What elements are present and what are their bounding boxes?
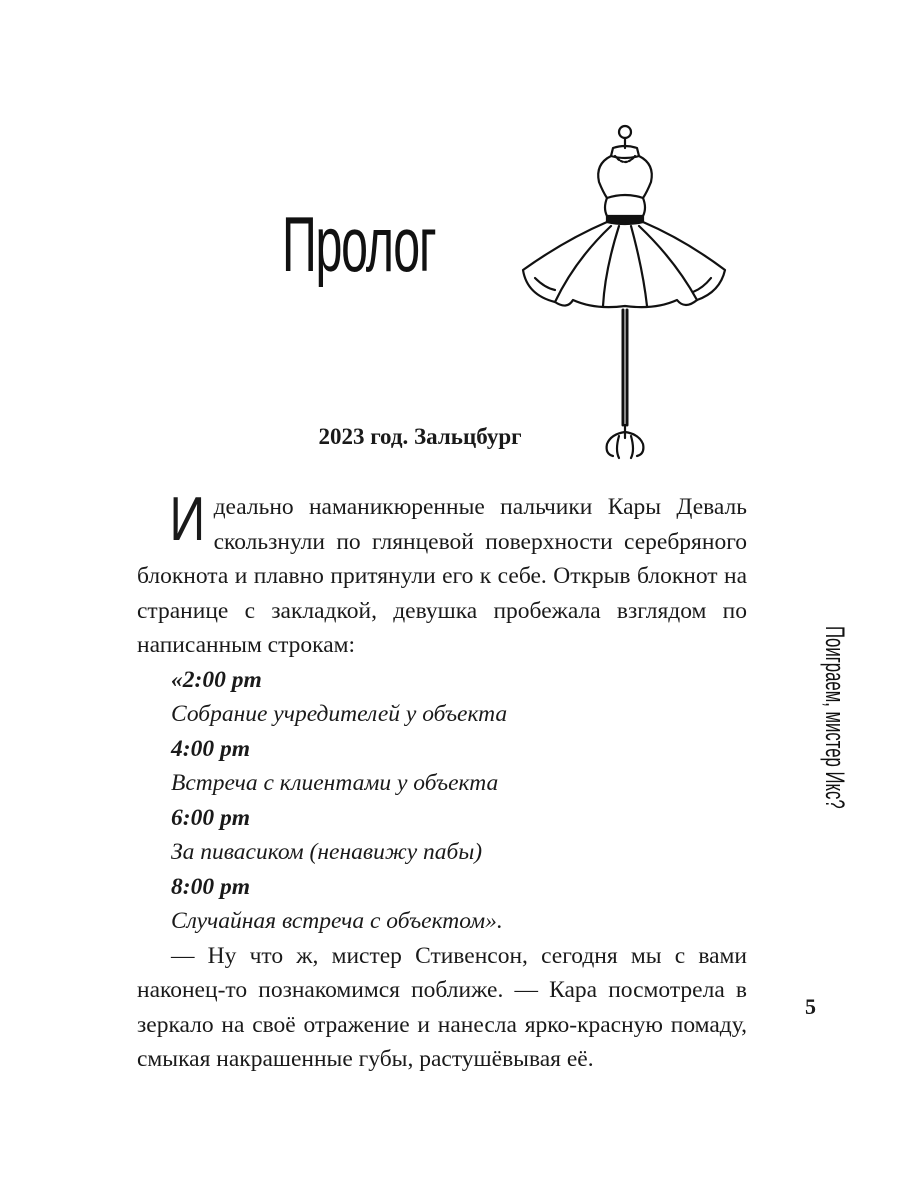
paragraph-2: — Ну что ж, мистер Стивенсон, сегодня мы с вами наконец-то познакомимся поближе. — Кара посмотрела в зеркало на своё отражение и нанесла ярко-красную помаду, смыкая накрашенные губы, растушёвывая её. xyxy=(137,942,747,1072)
dress-mannequin-illustration xyxy=(515,120,735,470)
schedule-event: За пивасиком (ненавижу пабы) xyxy=(171,839,483,865)
schedule-time: 6:00 pm xyxy=(171,804,250,831)
chapter-title: Пролог xyxy=(282,200,436,288)
schedule-time: «2:00 pm xyxy=(171,666,262,693)
schedule-time: 8:00 pm xyxy=(171,873,250,900)
schedule-event: Встреча с клиентами у объекта xyxy=(171,770,499,796)
chapter-subtitle: 2023 год. Зальцбург xyxy=(318,424,522,449)
body-text xyxy=(137,485,747,1077)
book-title-running-head xyxy=(820,626,850,896)
side-title-text: Поиграем, мистер Икс? xyxy=(820,626,850,809)
schedule-time: 4:00 pm xyxy=(171,735,250,762)
drop-cap: И xyxy=(169,485,206,554)
schedule-list xyxy=(137,663,747,939)
paragraph-1-text: деально наманикюренные пальчики Кары Деваль скользнули по глянцевой поверхности серебряного блокнота и плавно притянули его к себе. Открыв блокнот на странице с закладкой, девушка пробежала взглядом по написанным строкам: xyxy=(137,494,747,658)
schedule-event: Случайная встреча с объектом». xyxy=(171,908,503,934)
page-number: 5 xyxy=(805,994,816,1019)
schedule-event: Собрание учредителей у объекта xyxy=(171,701,508,727)
paragraph-1 xyxy=(137,485,747,663)
